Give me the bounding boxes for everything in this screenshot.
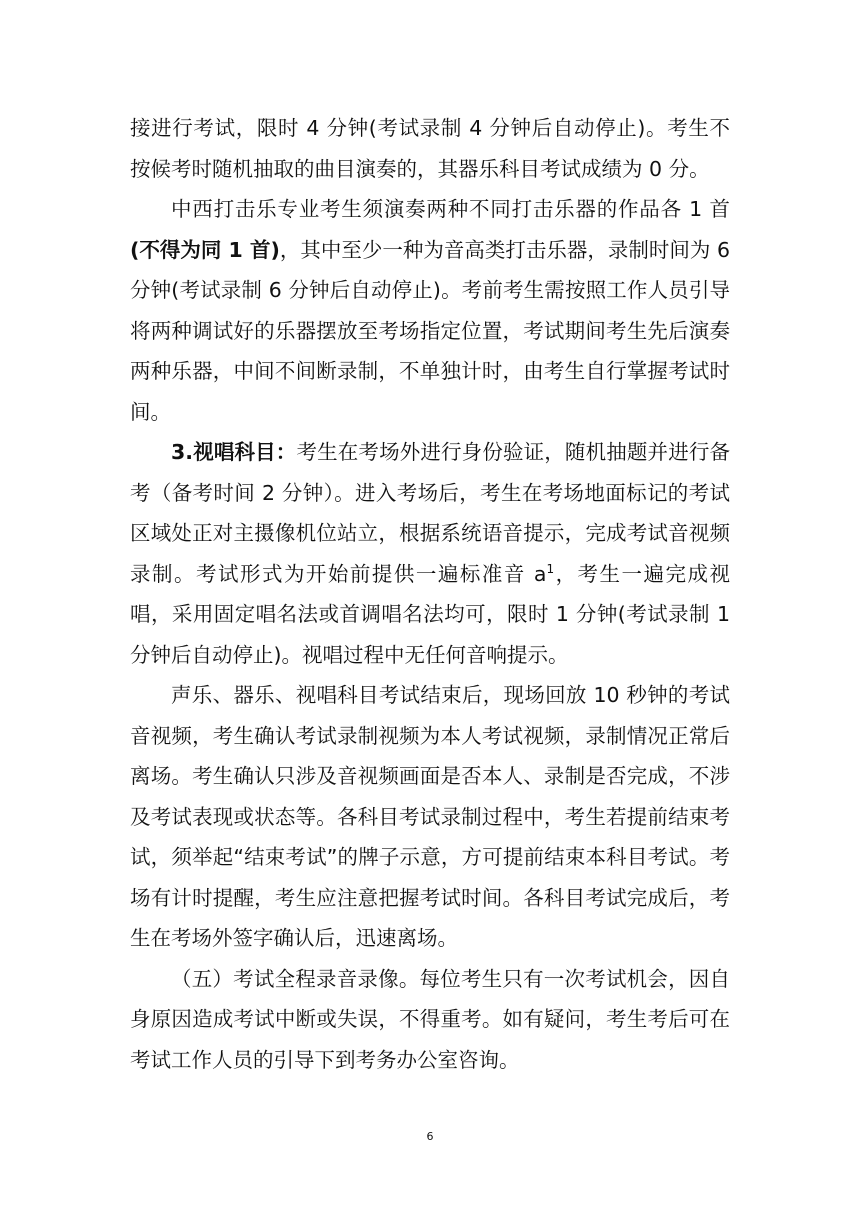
sight-singing-superscript: 1: [546, 561, 555, 576]
paragraph-percussion-text-b: ，其中至少一种为音高类打击乐器，录制时间为 6 分钟(考试录制 6 分钟后自动停止)。考前考生需按照工作人员引导将两种调试好的乐器摆放至考场指定位置，考试期间考生先后演奏两种乐器，中间不间断录制，不单独计时，由考生自行掌握考试时间。: [130, 237, 731, 424]
sight-singing-text-a: 考生在考场外进行身份验证，随机抽题并进行备考（备考时间 2 分钟）。进入考场后，考生在考场地面标记的考试区域处正对主摄像机位站立，根据系统语音提示，完成考试音视频录制。考试形式为开始前提供一遍标准音 a: [130, 440, 730, 586]
paragraph-percussion-text-a: 中西打击乐专业考生须演奏两种不同打击乐器的作品各 1 首: [171, 197, 730, 221]
paragraph-percussion: [130, 189, 730, 432]
sight-singing-heading: 3.视唱科目：: [171, 440, 297, 464]
page-number: 6: [426, 1130, 434, 1143]
sight-singing-text-b: ，考生一遍完成视唱，采用固定唱名法或首调唱名法均可，限时 1 分钟(考试录制 1 分钟后自动停止)。视唱过程中无任何音响提示。: [130, 561, 731, 667]
paragraph-continuation: 接进行考试，限时 4 分钟(考试录制 4 分钟后自动停止)。考生不按候考时随机抽取的曲目演奏的，其器乐科目考试成绩为 0 分。: [130, 116, 730, 181]
paragraph-exam-end: 声乐、器乐、视唱科目考试结束后，现场回放 10 秒钟的考试音视频，考生确认考试录制视频为本人考试视频，录制情况正常后离场。考生确认只涉及音视频画面是否本人、录制是否完成，不涉及考试表现或状态等。各科目考试录制过程中，考生若提前结束考试，须举起“结束考试”的牌子示意，方可提前结束本科目考试。考场有计时提醒，考生应注意把握考试时间。各科目考试完成后，考生在考场外签字确认后，迅速离场。: [130, 683, 730, 950]
paragraph-percussion-bold: (不得为同 1 首): [130, 237, 280, 262]
paragraph-recording: （五）考试全程录音录像。每位考生只有一次考试机会，因自身原因造成考试中断或失误，不得重考。如有疑问，考生考后可在考试工作人员的引导下到考务办公室咨询。: [130, 966, 730, 1072]
document-body: [130, 108, 730, 1080]
paragraph-sight-singing: [130, 432, 730, 675]
